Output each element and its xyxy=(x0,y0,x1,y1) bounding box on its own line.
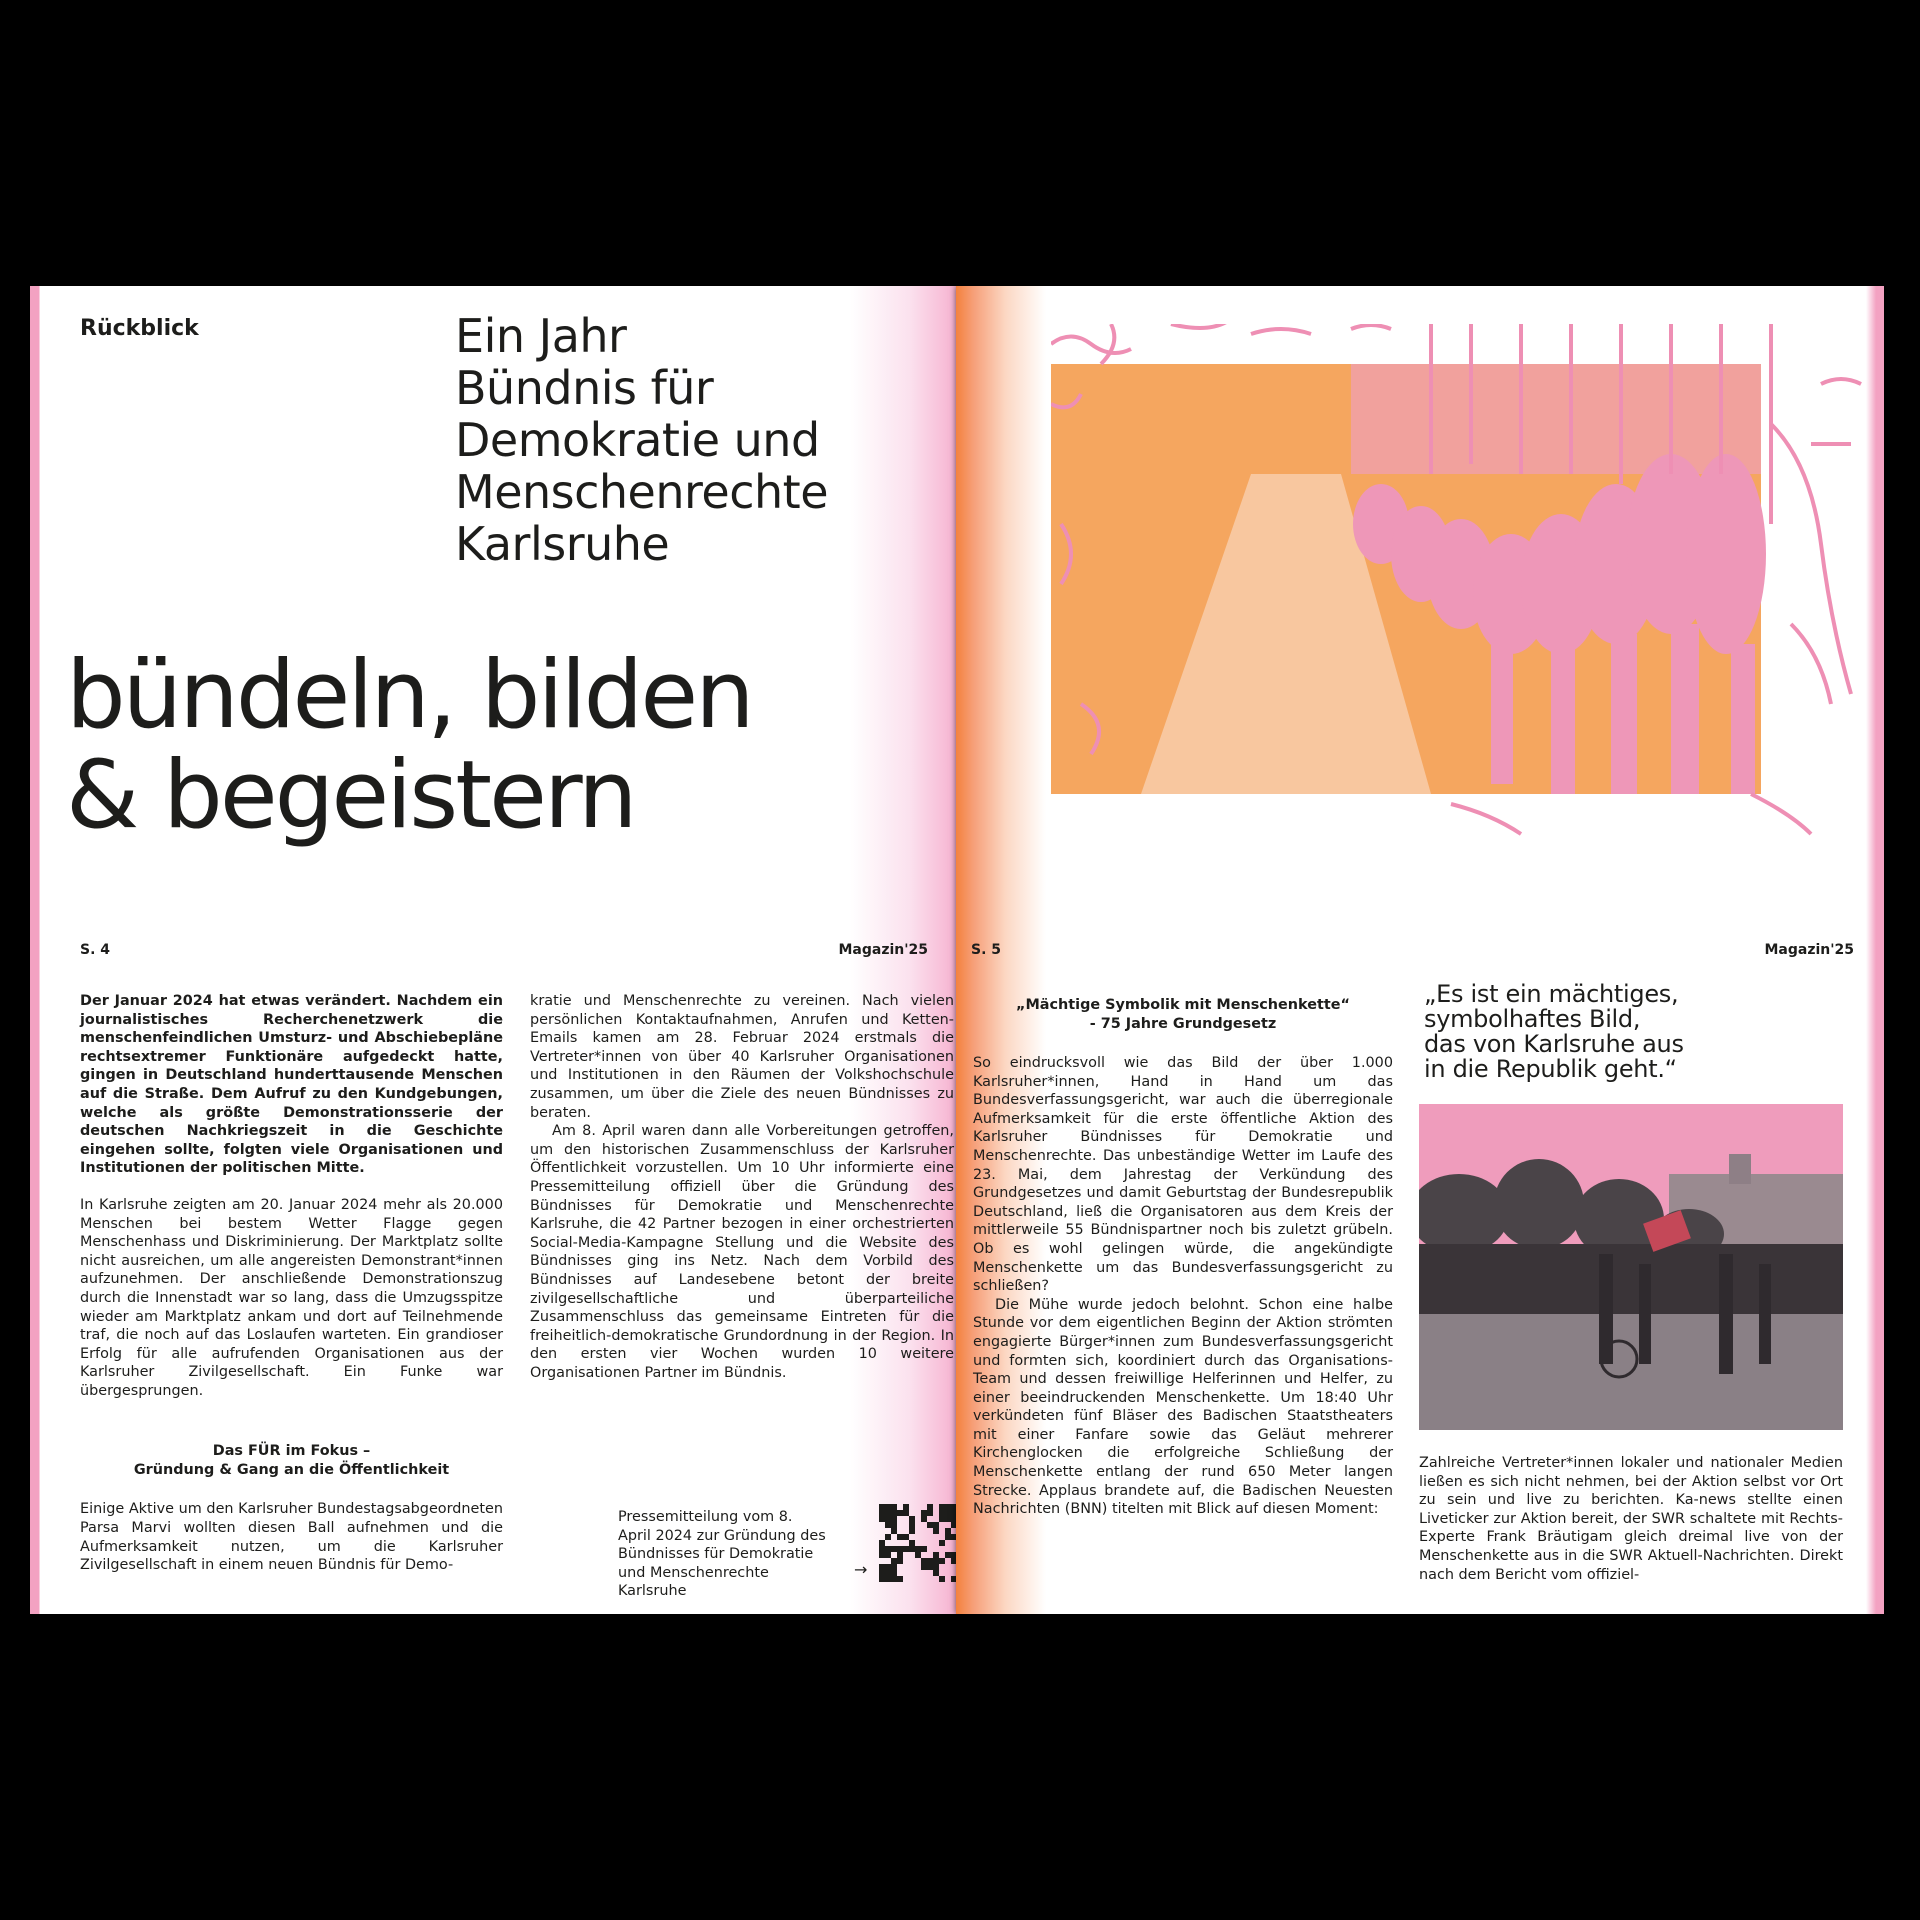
right-page xyxy=(956,286,1884,1614)
magazine-name: Magazin'25 xyxy=(1764,942,1854,958)
human-chain-photo xyxy=(1051,324,1871,836)
body-paragraph: Zahlreiche Vertreter*innen lokaler und nationaler Medien ließen es sich nicht nehmen, bei der Aktion selbst vor Ort zu sein und live zu berichten. Ka-news stellte einen Liveticker zur Aktion bereit, der SWR schaltete mit Rechts-Experte Frank Bräutigam gleich dreimal live von der Menschenkette aus in die SWR Aktuell-Nachrichten. Direkt nach dem Bericht vom offiziel- xyxy=(1419,1455,1843,1583)
qr-code[interactable] xyxy=(879,1504,956,1582)
press-release-note: Pressemitteilung vom 8. April 2024 zur Gründung des Bündnisses für Demokratie und Menschenrechte Karlsruhe xyxy=(618,1509,826,1600)
magazine-name: Magazin'25 xyxy=(838,942,928,958)
right-column-1 xyxy=(973,996,1393,1519)
body-paragraph: So eindrucksvoll wie das Bild der über 1.000 Karlsruher*innen, Hand in Hand um das Bundesverfassungsgericht, war auch die überregionale Aufmerksamkeit für die erste öffentliche Aktion des Karlsruher Bündnisses für Demokratie und Menschenrechte. Das unbeständige Wetter im Laufe des 23. Mai, dem Jahrestag der Verkündung des Grundgesetzes und damit Geburtstag der Bundesrepublik Deutschland, ließ die Organisatoren aus dem Kreis der mittlerweile 55 Bündnispartner noch bis zuletzt grübeln. Ob es wohl gelingen würde, die angekündigte Menschenkette um das Bundesverfassungsgericht zu schließen? xyxy=(973,1055,1393,1295)
intro-paragraph: Der Januar 2024 hat etwas verändert. Nachdem ein journalistisches Recherchenetzwerk die menschenfeindlichen Umsturz- und Abschiebepläne rechtsextremer Funktionäre aufgedeckt hatte, gingen in Deutschland hunderttausende Menschen auf die Straße. Dem Aufruf zu den Kundgebungen, welche als größte Demonstrationsserie der deutschen Nachkriegszeit in die Geschichte eingehen sollte, folgten viele Organisationen und Institutionen der politischen Mitte. xyxy=(80,993,503,1177)
left-column-1 xyxy=(80,992,503,1575)
subheading-line: Gründung & Gang an die Öffentlichkeit xyxy=(133,1462,450,1479)
pull-quote: „Es ist ein mächtiges, symbolhaftes Bild, das von Karlsruhe aus in die Republik geht.“ xyxy=(1424,980,1684,1083)
headline: Ein Jahr Bündnis für Demokratie und Menschenrechte Karlsruhe xyxy=(455,309,828,571)
section-label: Rückblick xyxy=(80,316,199,341)
crowd-photo xyxy=(1419,1104,1843,1430)
subheading-line: Das FÜR im Fokus – xyxy=(212,1443,371,1460)
body-paragraph: In Karlsruhe zeigten am 20. Januar 2024 mehr als 20.000 Menschen bei bestem Wetter Flagge gegen Menschenhass und Diskriminierung. Der Marktplatz sollte nicht ausreichen, um alle angereisten Demonstrant*innen aufzunehmen. Der anschließende Demonstrationszug durch die Innenstadt war so lang, dass die Umzugsspitze wieder am Marktplatz ankam und dort auf Teilnehmende traf, die noch auf das Loslaufen warteten. Ein grandioser Erfolg für alle aufrufenden Organisationen aus der Karlsruher Zivilgesellschaft. Ein Funke war übergesprungen. xyxy=(80,1196,503,1399)
body-paragraph: Einige Aktive um den Karlsruher Bundestagsabgeordneten Parsa Marvi wollten diesen Ball aufnehmen und die Aufmerksamkeit nutzen, um die Karlsruher Zivilgesellschaft in einem neuen Bündnis für Demo- xyxy=(80,1501,503,1574)
right-column-2 xyxy=(1419,1454,1843,1584)
page-number: S. 4 xyxy=(80,942,111,958)
subheading xyxy=(973,996,1393,1034)
arrow-right-icon: → xyxy=(854,1560,868,1579)
body-paragraph: Am 8. April waren dann alle Vorbereitungen getroffen, um den historischen Zusammenschluss der Karlsruher Öffentlichkeit vorzustellen. Um 10 Uhr informierte eine Pressemitteilung offiziell über die Gründung des Bündnisses für Demokratie und Menschenrechte Karlsruhe, die 42 Partner bezogen in einer orchestrierten Social-Media-Kampagne Stellung und die Website des Bündnisses ging ins Netz. Nach dem Vorbild des Bündnisses auf Landesebene betont der breite zivilgesellschaftliche und überparteiliche Zusammenschluss das gemeinsame Eintreten für die freiheitlich-demokratische Grundordnung in der Region. In den ersten vier Wochen wurden 10 weitere Organisationen Partner im Bündnis. xyxy=(530,1123,954,1381)
subheading xyxy=(80,1442,503,1480)
left-column-2 xyxy=(530,992,954,1382)
body-paragraph: kratie und Menschenrechte zu vereinen. Nach vielen persönlichen Kontaktaufnahmen, Anrufen und Ketten-Emails kamen am 28. Februar 2024 erstmals die Vertreter*innen von über 40 Karlsruher Organisationen und Institutionen in den Räumen der Volkshochschule zusammen, um über die Ziele des neuen Bündnisses zu beraten. xyxy=(530,993,954,1121)
tagline: bündeln, bilden & begeistern xyxy=(66,641,752,850)
page-number: S. 5 xyxy=(971,942,1002,958)
body-paragraph: Die Mühe wurde jedoch belohnt. Schon eine halbe Stunde vor dem eigentlichen Beginn der Aktion strömten engagierte Bürger*innen zum Bundesverfassungsgericht und formten sich, koordiniert durch das Organisations-Team und dessen freiwillige Helferinnen und Helfer, zu einer beeindruckenden Menschenkette. Um 18:40 Uhr verkündeten fünf Bläser des Badischen Staatstheaters mit einer Fanfare sowie das Geläut mehrerer Kirchenglocken die erfolgreiche Schließung der Menschenkette entlang der rund 650 Meter langen Strecke. Applaus brandete auf, die Badischen Neuesten Nachrichten (BNN) titelten mit Blick auf diesen Moment: xyxy=(973,1296,1393,1518)
subheading-line: - 75 Jahre Grundgesetz xyxy=(1089,1016,1277,1032)
left-page xyxy=(30,286,956,1614)
subheading-line: „Mächtige Symbolik mit Menschenkette“ xyxy=(1016,997,1350,1013)
